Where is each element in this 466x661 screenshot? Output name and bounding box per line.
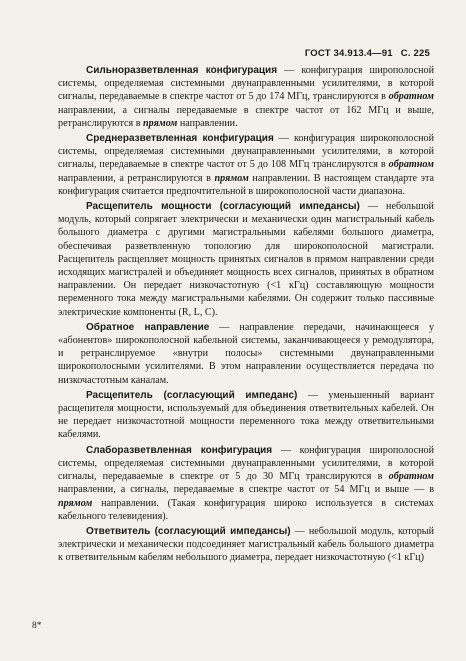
definition-text: — конфигурация широполосной системы, определяемая системными двунаправленными усилителями, в которой сигналы, передаваемые в спектре частот от 5 до 174 МГц, транслируются в — [58, 65, 434, 103]
definition-text: направлении, а сигналы, передаваемые в спектре частот от 54 МГц и выше — в — [58, 484, 434, 496]
definition-text: направлении. — [177, 117, 238, 129]
definition-paragraph — [58, 525, 434, 565]
term: Расщепитель (согласующий импеданс) — [86, 389, 298, 401]
term: Сильноразветвленная конфигурация — [86, 65, 278, 76]
page-footer-mark: 8* — [32, 621, 42, 631]
emphasis: прямом — [214, 172, 249, 184]
standard-number: ГОСТ 34.913.4—91 — [304, 48, 393, 59]
emphasis: прямом — [143, 117, 178, 129]
page-header — [305, 48, 430, 59]
definition-text: — небольшой модуль, который сопрягает электрически и механически один магистральный кабель большого диаметра с другими магистральными кабелями большого диаметра, обеспечивая разветвленную топологию для широкополосной магистрали. Расщепитель расщепляет мощность принятых сигналов в прямом направлении среди исходящих магистралей и объединяет мощность всех сигналов, принятых в обратном направлении. Он передает низкочастотную (<1 кГц) составляющую мощности переменного тока между магистральными кабелями. Он содержит только пассивные электрические компоненты (R, L, C). — [58, 201, 434, 318]
term: Обратное направление — [86, 321, 210, 333]
emphasis: прямом — [58, 497, 93, 509]
definition-text: направлении. В настоящем стандарте эта конфигурация считается предпочтительной в широкополосной части диапазона. — [58, 172, 434, 197]
emphasis: обратном — [388, 159, 434, 171]
definition-paragraph — [58, 64, 434, 130]
definition-text: — небольшой модуль, который электрически и механически подсоединяет магистральный кабель большого диаметра к ответвительным кабелям небольшого диаметра, передает низкочастотную (<1 кГц) — [58, 525, 434, 564]
definition-paragraph — [58, 132, 434, 198]
term: Среднеразветвленная конфигурация — [86, 133, 274, 145]
definition-text: направлении, а сигналы передаваемые в спектре частот от 162 МГц и выше, ретранслируются в — [58, 104, 434, 129]
definition-paragraph — [58, 200, 434, 319]
definition-text: направлении. (Такая конфигурация широко используется в системах кабельного телевидения). — [58, 497, 434, 522]
definition-text: направлении, а ретранслируются в — [58, 172, 215, 184]
definition-paragraph — [58, 321, 434, 387]
definition-text: — конфигурация широкополосной системы, определяемая системными двунаправленными усилителями, в которой сигналы, передаваемые в спектре частот от 5 до 108 МГц транслируются в — [58, 133, 435, 171]
definition-text: — конфигурация широполосной системы, определяемая системными двунаправленными усилителями, в которой сигналы, передаваемые в спектре от 5 до 30 МГц транслируются в — [58, 444, 434, 483]
definition-paragraph — [58, 444, 434, 523]
term: Расщепитель мощности (согласующий импедансы) — [86, 201, 360, 213]
document-body — [58, 64, 434, 565]
emphasis: обратном — [388, 91, 434, 103]
definition-paragraph — [58, 389, 434, 442]
definition-text: — направление передачи, начинающееся у «абонентов» широкополосной кабельной системы, заканчивающееся у ремодулятора, и ретранслируемое «внутри полосы» системными двунаправленными широкополосными усилителями. В этом направлении осуществляется передача по низкочастотным каналам. — [58, 321, 435, 386]
emphasis: обратном — [388, 471, 434, 483]
term: Слаборазветвленная конфигурация — [86, 444, 273, 456]
page-number: С. 225 — [400, 48, 430, 59]
term: Ответвитель (согласующий импедансы) — [86, 525, 291, 537]
definition-text: — уменьшенный вариант расщепителя мощности, используемый для объединения ответвительных кабелей. Он не передает низкочастотной мощности переменного тока между ответвительными кабелями. — [58, 389, 434, 441]
